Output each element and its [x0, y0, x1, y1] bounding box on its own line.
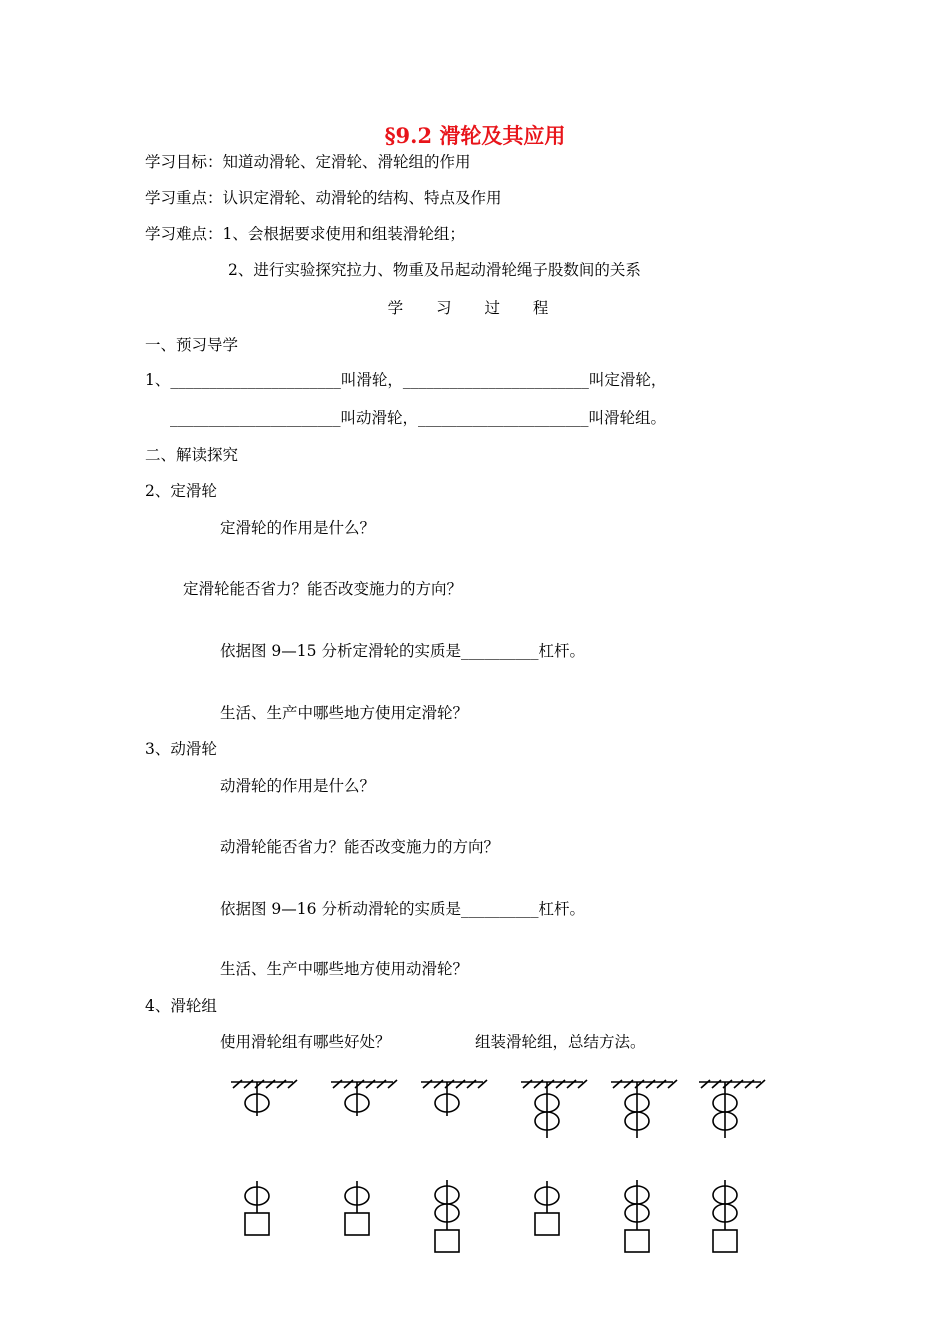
- movable-pulley-question-1: 动滑轮的作用是什么？: [220, 777, 376, 795]
- preview-question-line-1: 1、______________________叫滑轮，________________________叫定滑轮，: [145, 371, 667, 389]
- load-block: [625, 1230, 649, 1252]
- process-heading: 学 习 过 程: [387, 299, 563, 317]
- fixed-pulley-question-2: 定滑轮能否省力？能否改变施力的方向？: [183, 580, 463, 598]
- page-title: §9.2 滑轮及其应用: [384, 123, 566, 148]
- learning-difficulty-1: 学习难点：1、会根据要求使用和组装滑轮组；: [145, 225, 465, 243]
- learning-goal: 学习目标：知道动滑轮、定滑轮、滑轮组的作用: [145, 153, 471, 171]
- learning-key-points: 学习重点：认识定滑轮、动滑轮的结构、特点及作用: [145, 189, 502, 207]
- load-block: [245, 1213, 269, 1235]
- load-block: [435, 1230, 459, 1252]
- section-2-heading: 二、解读探究: [145, 446, 239, 464]
- fixed-pulley-question-1: 定滑轮的作用是什么？: [220, 519, 376, 537]
- load-block: [535, 1213, 559, 1235]
- movable-pulley-question-4: 生活、生产中哪些地方使用动滑轮？: [220, 960, 469, 978]
- movable-pulley-question-2: 动滑轮能否省力？能否改变施力的方向？: [220, 838, 500, 856]
- fixed-pulley-heading: 2、定滑轮: [145, 482, 217, 500]
- fixed-pulley-question-3: 依据图 9—15 分析定滑轮的实质是__________杠杆。: [220, 642, 585, 660]
- movable-pulley-heading: 3、动滑轮: [145, 740, 217, 758]
- load-block: [713, 1230, 737, 1252]
- fixed-pulley-question-4: 生活、生产中哪些地方使用定滑轮？: [220, 704, 469, 722]
- pulley-group-heading: 4、滑轮组: [145, 997, 217, 1015]
- load-block: [345, 1213, 369, 1235]
- pulley-group-question-1: 使用滑轮组有哪些好处？: [220, 1033, 391, 1051]
- pulley-group-question-2: 组装滑轮组，总结方法。: [475, 1033, 646, 1051]
- section-1-heading: 一、预习导学: [145, 336, 239, 354]
- learning-difficulty-2: 2、进行实验探究拉力、物重及吊起动滑轮绳子股数间的关系: [228, 261, 641, 279]
- movable-pulley-question-3: 依据图 9—16 分析动滑轮的实质是__________杠杆。: [220, 900, 585, 918]
- preview-question-line-2: ______________________叫动滑轮，______________________叫滑轮组。: [170, 409, 667, 427]
